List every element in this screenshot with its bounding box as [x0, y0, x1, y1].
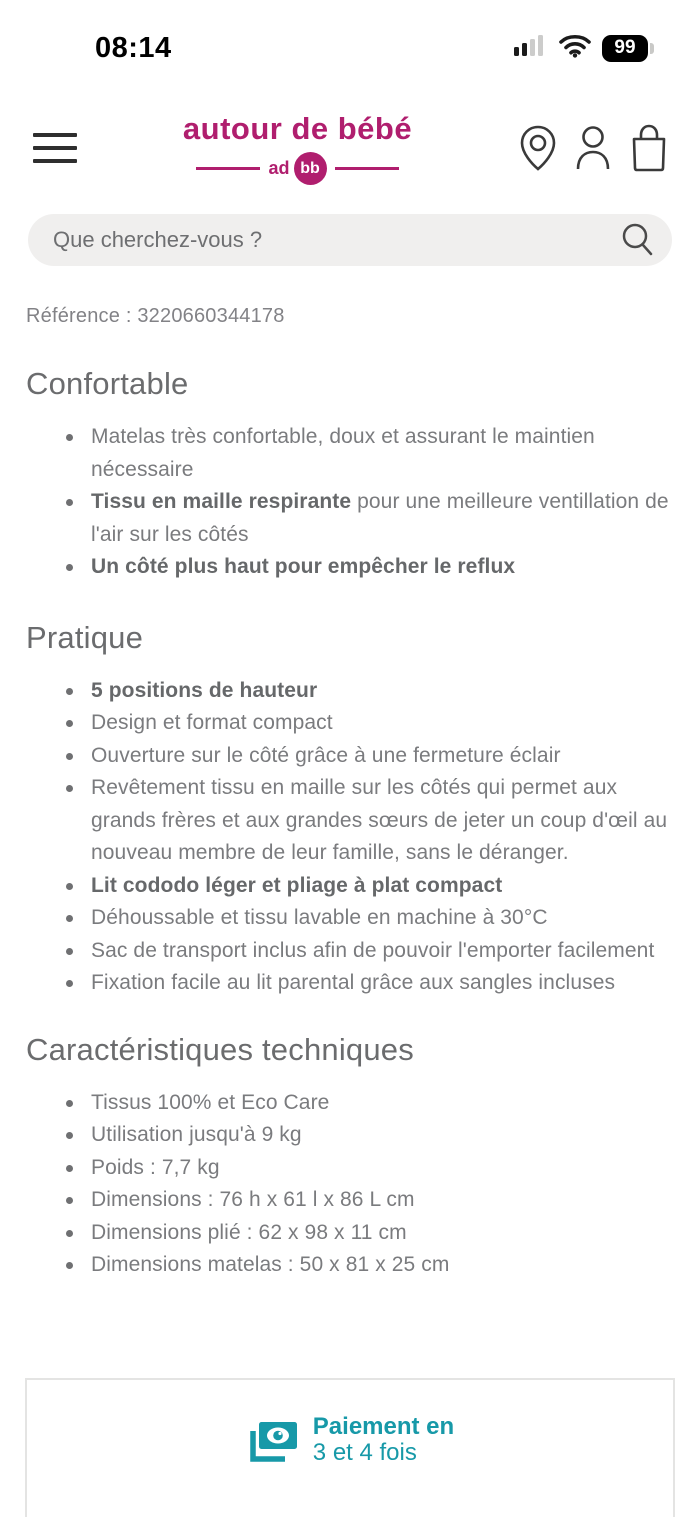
- installment-payment-badge: [246, 1414, 454, 1517]
- list-item-text: Fixation facile au lit parental grâce aux sangles incluses: [91, 971, 616, 994]
- bullet-list: [26, 1087, 672, 1282]
- bullet-list: [26, 421, 672, 584]
- list-item-text: Ouverture sur le côté grâce à une fermeture éclair: [91, 743, 561, 767]
- reference-label: Référence :: [26, 305, 132, 327]
- list-item-text: Design et format compact: [91, 711, 333, 734]
- list-item: [65, 1152, 672, 1185]
- logo[interactable]: [183, 111, 412, 185]
- logo-text: autour de bébé: [182, 111, 413, 146]
- header: [0, 110, 700, 186]
- list-item-text: Revêtement tissu en maille sur les côtés qui permet aux grands frères et aux grandes sœurs de jeter un coup d'œil au nouveau membre de leur famille, sans le déranger.: [91, 776, 668, 864]
- reference-value: 3220660344178: [137, 305, 285, 327]
- payment-text: [313, 1414, 454, 1466]
- cellular-signal-icon: [514, 34, 548, 63]
- list-item: [65, 772, 672, 870]
- list-item-text-bold: Un côté plus haut pour empêcher le reflux: [91, 555, 516, 578]
- list-item: [65, 870, 672, 903]
- list-item-text: Matelas très confortable, doux et assurant le maintien nécessaire: [91, 425, 595, 481]
- product-details: [0, 305, 700, 1282]
- search-icon[interactable]: [620, 222, 654, 258]
- list-item-text: Tissus 100% et Eco Care: [91, 1090, 330, 1114]
- list-item: [65, 421, 672, 486]
- payment-options-panel: [25, 1378, 675, 1517]
- battery-indicator: 99: [602, 35, 648, 62]
- logo-bb-badge: bb: [294, 152, 327, 185]
- header-icons: [518, 124, 670, 172]
- list-item-text-bold: 5 positions de hauteur: [91, 678, 318, 702]
- list-item-text: Utilisation jusqu'à 9 kg: [91, 1123, 302, 1146]
- list-item: [65, 902, 672, 935]
- logo-ad: ad: [268, 158, 290, 178]
- search-bar: [28, 214, 672, 266]
- list-item-text-bold: Tissu en maille respirante: [91, 490, 352, 513]
- list-item-text: Dimensions matelas : 50 x 81 x 25 cm: [91, 1253, 450, 1276]
- product-reference: [26, 305, 672, 328]
- status-icons: [514, 34, 648, 63]
- list-item: [65, 967, 672, 1000]
- payment-line2: 3 et 4 fois: [312, 1439, 417, 1466]
- section-title: Caractéristiques techniques: [26, 1031, 414, 1067]
- wifi-icon: [559, 34, 591, 63]
- list-item-text: Sac de transport inclus afin de pouvoir l'emporter facilement: [91, 938, 655, 962]
- account-icon[interactable]: [573, 124, 613, 172]
- list-item-text: pour une meilleure ventillation de l'air sur les côtés: [91, 490, 669, 546]
- list-item: [65, 1249, 672, 1282]
- list-item: [65, 1217, 672, 1250]
- list-item-text-bold: Lit cododo léger et pliage à plat compact: [91, 873, 503, 897]
- section-title: Pratique: [26, 619, 144, 655]
- list-item-text: Poids : 7,7 kg: [91, 1155, 220, 1179]
- list-item: [65, 551, 672, 584]
- cart-icon[interactable]: [628, 124, 670, 172]
- list-item: [65, 1119, 672, 1152]
- logo-rule-right: [335, 167, 399, 170]
- banknote-icon: [246, 1414, 298, 1473]
- clock: 08:14: [95, 31, 172, 64]
- search-input[interactable]: [53, 227, 620, 253]
- section-pratique: [26, 618, 672, 1000]
- section-confortable: [26, 364, 672, 584]
- section-title: Confortable: [26, 366, 189, 401]
- bullet-list: [26, 675, 672, 1000]
- list-item: [65, 1087, 672, 1120]
- list-item: [65, 935, 672, 968]
- list-item: [65, 740, 672, 773]
- status-bar: [0, 0, 700, 70]
- list-item: [65, 486, 672, 551]
- menu-button[interactable]: [33, 133, 77, 163]
- list-item-text: Dimensions plié : 62 x 98 x 11 cm: [91, 1220, 407, 1244]
- list-item-text: Déhoussable et tissu lavable en machine à 30°C: [91, 906, 548, 929]
- store-locator-icon[interactable]: [518, 124, 558, 172]
- list-item: [65, 675, 672, 708]
- logo-subline: [183, 152, 412, 185]
- list-item-text: Dimensions : 76 h x 61 l x 86 L cm: [91, 1188, 415, 1211]
- section-caracteristiques-techniques: [26, 1030, 672, 1282]
- logo-rule-left: [196, 167, 260, 170]
- payment-line1: Paiement en: [312, 1413, 455, 1440]
- list-item: [65, 1184, 672, 1217]
- list-item: [65, 707, 672, 740]
